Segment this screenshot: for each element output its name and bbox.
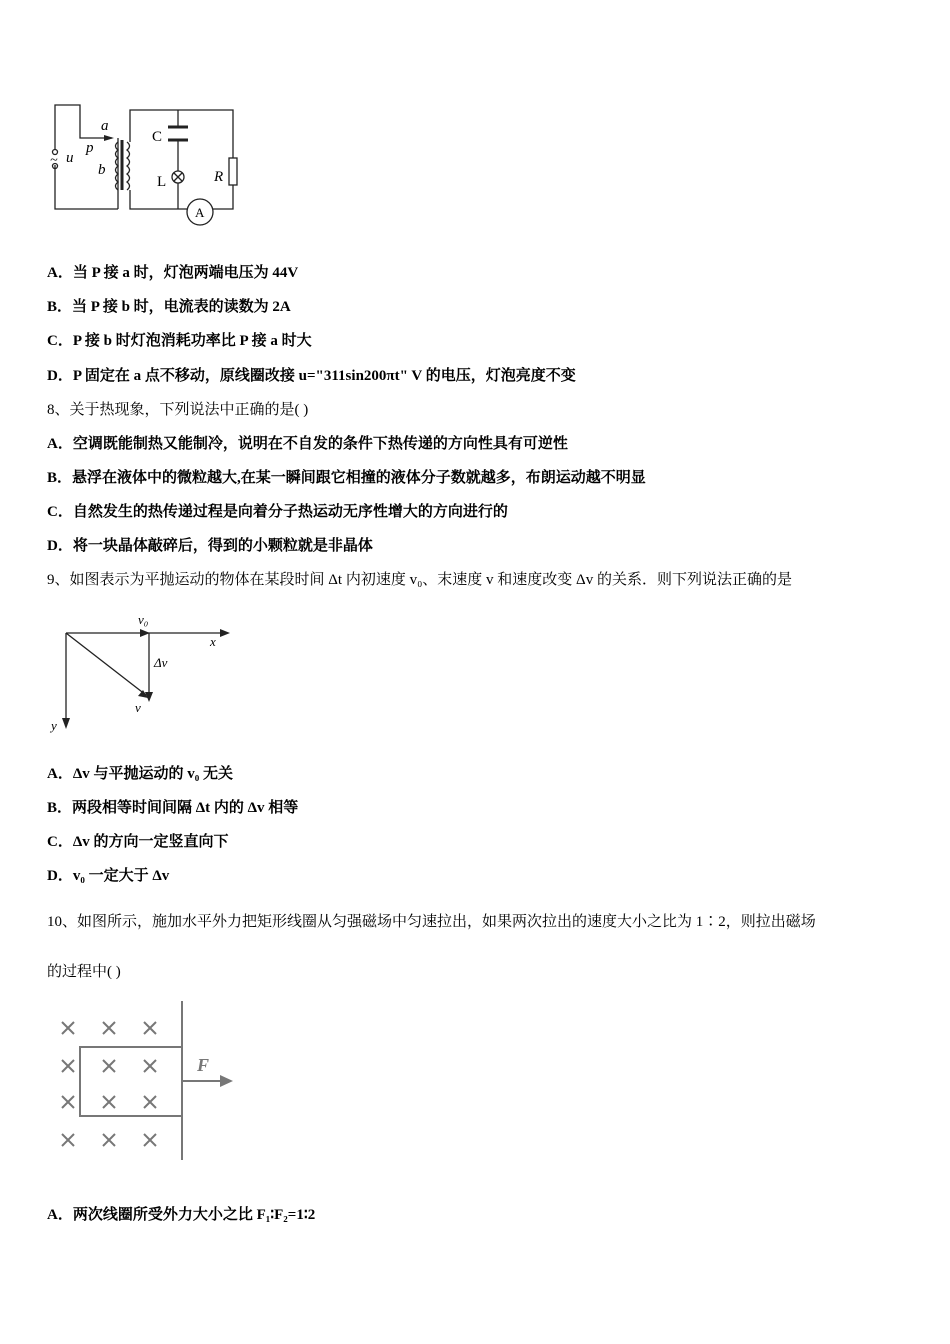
q10-stem-line2: 的过程中( ) xyxy=(47,964,121,980)
q7-option-d: D．P 固定在 a 点不移动，原线圈改接 u="311sin200πt" V 的电压，灯泡亮度不变 xyxy=(47,368,576,384)
label-r: R xyxy=(214,169,224,185)
label-f: F xyxy=(197,1055,210,1075)
label-c: C xyxy=(152,129,163,145)
q7-option-c: C．P 接 b 时灯泡消耗功率比 P 接 a 时大 xyxy=(47,333,312,349)
label-ammeter: A xyxy=(195,205,205,220)
magnetic-field-coil-figure xyxy=(40,995,250,1165)
label-v: v xyxy=(135,700,141,715)
q8-stem: 8、关于热现象，下列说法中正确的是( ) xyxy=(47,402,309,418)
q7-option-a: A．当 P 接 a 时，灯泡两端电压为 44V xyxy=(47,265,299,281)
q9-option-b: B．两段相等时间间隔 Δt 内的 Δv 相等 xyxy=(47,800,299,816)
label-dv: Δv xyxy=(154,655,168,670)
label-b: b xyxy=(98,162,106,178)
label-a: a xyxy=(101,118,109,134)
label-p: p xyxy=(86,140,94,156)
label-y: y xyxy=(51,718,57,733)
label-l: L xyxy=(157,174,167,190)
q7-option-b: B．当 P 接 b 时，电流表的读数为 2A xyxy=(47,299,291,315)
label-tilde: ~ xyxy=(50,153,58,168)
label-v0: v₀ xyxy=(138,612,149,627)
q9-option-c: C．Δv 的方向一定竖直向下 xyxy=(47,834,229,850)
transformer-circuit-figure xyxy=(0,0,260,240)
q8-option-b: B．悬浮在液体中的微粒越大,在某一瞬间跟它相撞的液体分子数就越多，布朗运动越不明显 xyxy=(47,470,646,486)
q8-option-d: D．将一块晶体敲碎后，得到的小颗粒就是非晶体 xyxy=(47,538,373,554)
q8-option-c: C．自然发生的热传递过程是向着分子热运动无序性增大的方向进行的 xyxy=(47,504,508,520)
label-x: x xyxy=(210,634,216,649)
q10-option-a: A．两次线圈所受外力大小之比 F₁∶F₂=1∶2 xyxy=(47,1207,316,1223)
q10-stem-line1: 10、如图所示，施加水平外力把矩形线圈从匀强磁场中匀速拉出，如果两次拉出的速度大小之比为 1∶2，则拉出磁场 xyxy=(47,914,816,930)
q8-option-a: A．空调既能制热又能制冷，说明在不自发的条件下热传递的方向性具有可逆性 xyxy=(47,436,568,452)
q9-option-a: A．Δv 与平抛运动的 v₀ 无关 xyxy=(47,766,233,782)
q9-option-d: D．v₀ 一定大于 Δv xyxy=(47,868,170,884)
q9-stem: 9、如图表示为平抛运动的物体在某段时间 Δt 内初速度 v₀、末速度 v 和速度改变 Δv 的关系．则下列说法正确的是 xyxy=(47,572,792,588)
velocity-vector-figure xyxy=(40,610,250,735)
label-u: u xyxy=(66,150,74,166)
